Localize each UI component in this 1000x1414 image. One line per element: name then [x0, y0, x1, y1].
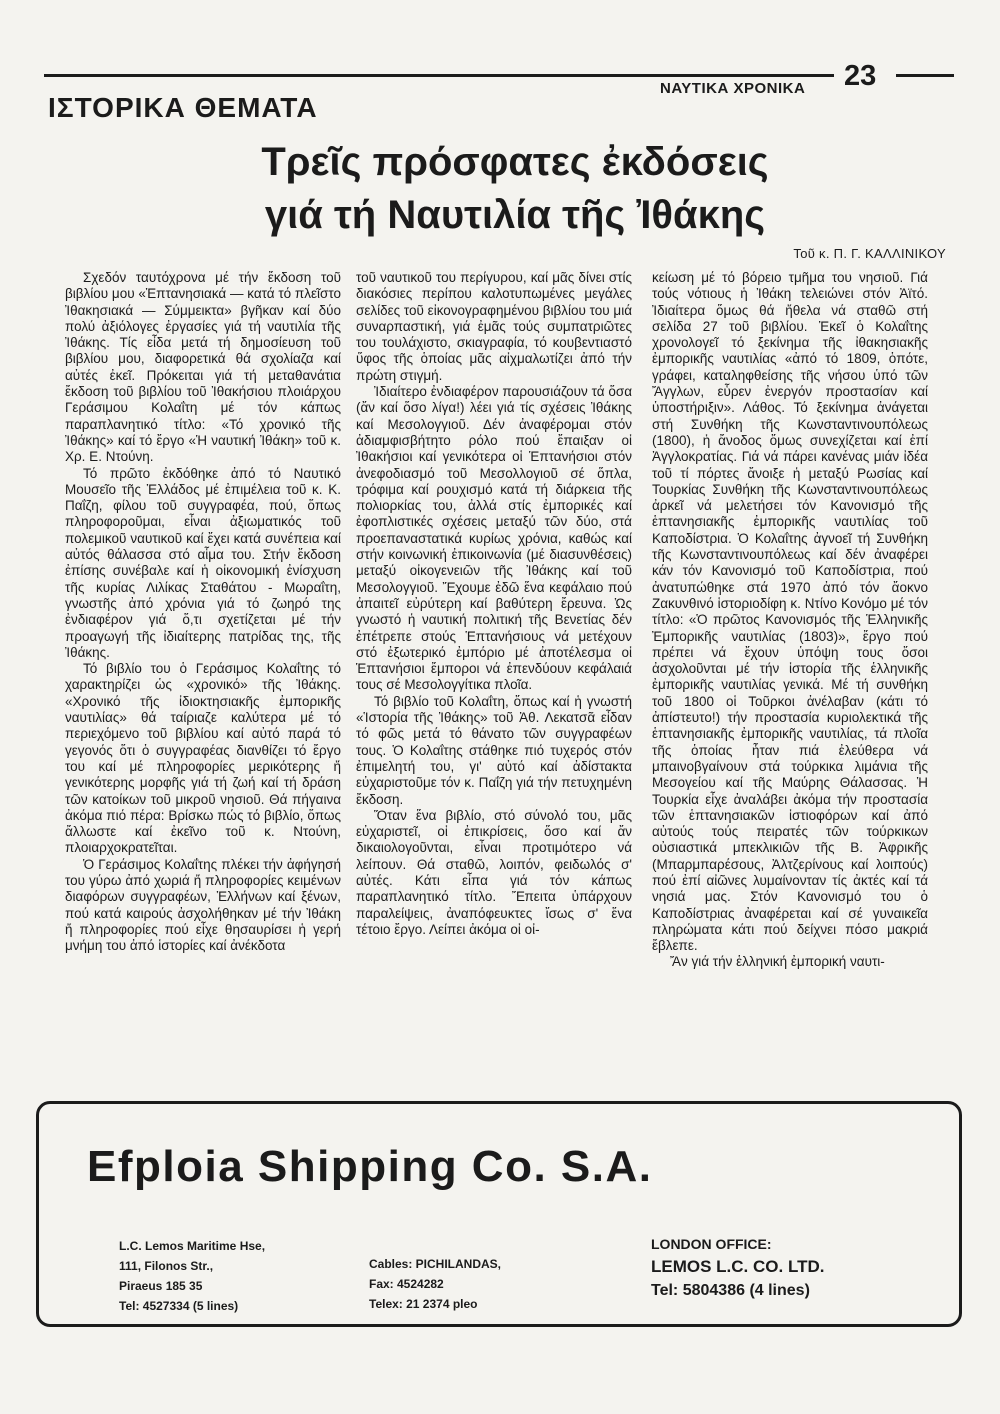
paragraph: Σχεδόν ταυτόχρονα μέ τήν ἔκδοση τοῦ βιβλίου μου «Ἑπτανησιακά — κατά τό πλεῖστο Ἰθακησιακά — Σύμμεικτα» βγῆκαν καί δύο πολύ ἀξιόλογες ἐργασίες γιά τή ναυτιλία τῆς Ἰθάκης. Τίς εἶδα μετά τή δημοσίευση τοῦ βιβλίου μου, διαφορετικά θά σχολίαζα καί αὐτές ἐκεῖ. Πρόκειται γιά τή μεταθανάτια ἔκδοση τοῦ βιβλίου τοῦ Ἰθακήσιου πλοιάρχου Γεράσιμου Κολαΐτη μέ τόν κάπως παραπλανητικό τίτλο: «Τό χρονικό τῆς Ἰθάκης» καί τό ἔργο «Ἡ ναυτική Ἰθάκη» τοῦ κ. Χρ. Ε. Ντούνη.	[65, 270, 341, 465]
article-column-1	[65, 270, 341, 954]
header-rule-right	[896, 74, 954, 77]
paragraph: Τό πρῶτο ἐκδόθηκε ἀπό τό Ναυτικό Μουσεῖο τῆς Ἑλλάδος μέ ἐπιμέλεια τοῦ κ. Κ. Παΐζη, φίλου τοῦ συγγραφέα, πού, ὅπως πληροφοροῦμαι, εἶναι ἀξιωματικός τοῦ πολεμικοῦ ναυτικοῦ καί ἔχει κατά συνέπεια καί αὐτός θάλασσα στό αἷμα του. Στήν ἔκδοση ἐπίσης συνέβαλε καί ἡ οἰκονομική ἐνίσχυση τῆς κυρίας Λιλίκας Σταθάτου - Μωραΐτη, γνωστῆς ἀπό χρόνια γιά τό ζωηρό της ἐνδιαφέρον γιά ὅ,τι σχετίζεται μέ τήν προαγωγή τῆς ἰδιαίτερης πατρίδας της, τῆς Ἰθάκης.	[65, 465, 341, 660]
ad-address-line: 111, Filonos Str.,	[119, 1259, 214, 1273]
ad-contact-block	[369, 1254, 501, 1314]
magazine-name: ΝΑΥΤΙΚΑ ΧΡΟΝΙΚΑ	[660, 80, 806, 97]
ad-london-phone: Tel: 5804386 (4 lines)	[651, 1282, 810, 1299]
ad-contact-line: Telex: 21 2374 pleo	[369, 1297, 478, 1311]
ad-london-name: LEMOS L.C. CO. LTD.	[651, 1257, 825, 1276]
paragraph: Τό βιβλίο του ὁ Γεράσιμος Κολαΐτης τό χαρακτηρίζει ὡς «χρονικό» τῆς Ἰθάκης. «Χρονικό τῆς ἰδιοκτησιακῆς ἐμπορικῆς ναυτιλίας» θά ταίριαζε καλύτερα μέ τό περιεχόμενο τοῦ βιβλίου καί αὐτό παρά τό γεγονός ὅτι ὁ συγγραφέας διανθίζει τό ἔργο του καί μέ πληροφορίες μερικότερης ἤ γενικότερης μορφῆς γιά τή ζωή καί τή δράση τῶν κατοίκων τοῦ μικροῦ νησιοῦ. Θά πήγαινα ἀκόμα πιό πέρα: Βρίσκω πώς τό βιβλίο, ὅπως ἄλλωστε καί ἐκεῖνο τοῦ κ. Ντούνη, πλοιαρχοκρατεῖται.	[65, 661, 341, 856]
article-column-3	[652, 270, 928, 971]
section-title: ΙΣΤΟΡΙΚΑ ΘΕΜΑΤΑ	[48, 92, 318, 123]
article-title-line-2: γιά τή Ναυτιλία τῆς Ἰθάκης	[264, 193, 766, 237]
article-byline: Τοῦ κ. Π. Γ. ΚΑΛΛΙΝΙΚΟΥ	[793, 246, 946, 261]
ad-address-block	[119, 1236, 265, 1316]
paragraph: τοῦ ναυτικοῦ του περίγυρου, καί μᾶς δίνει στίς διακόσιες περίπου καλοτυπωμένες μεγάλες σελίδες τοῦ εἰκονογραφημένου βιβλίου του μιά συναρπαστική, γιά ἐμᾶς τούς συμπατριῶτες του τουλάχιστο, σκιαγραφία, τό κουβεντιαστό ὕφος τῆς ὁποίας μᾶς αἰχμαλωτίζει ἀπό τήν πρώτη στιγμή.	[356, 270, 633, 383]
ad-london-title: LONDON OFFICE:	[651, 1236, 772, 1252]
ad-contact-line: Fax: 4524282	[369, 1277, 444, 1291]
paragraph: Ὅταν ἕνα βιβλίο, στό σύνολό του, μᾶς εὐχαριστεῖ, οἱ ἐπικρίσεις, ὅσο καί ἄν δικαιολογοῦνται, εἶναι προτιμότερο νά λείπουν. Θά σταθῶ, λοιπόν, φειδωλός σ' αὐτές. Κάτι εἶπα γιά τόν κάπως παραπλανητικό τίτλο. Ἔπειτα ὑπάρχουν παραλείψεις, ἀναπόφευκτες ἴσως σ' ἕνα τέτοιο ἔργο. Λείπει ἀκόμα οἱ οἰ-	[356, 807, 632, 937]
ad-company-name: Efploia Shipping Co. S.A.	[87, 1142, 653, 1191]
article-column-2	[356, 270, 632, 938]
paragraph: Τό βιβλίο τοῦ Κολαΐτη, ὅπως καί ἡ γνωστή «Ἱστορία τῆς Ἰθάκης» τοῦ Ἀθ. Λεκατσᾶ εἶδαν τό φῶς μετά τό θάνατο τῶν συγγραφέων τους. Ὁ Κολαΐτης στάθηκε πιό τυχερός στόν ἐπιμελητή του, γι' αὐτό καί ἀδίστακτα εὐχαριστοῦμε τόν κ. Παΐζη γιά τήν πετυχημένη ἔκδοση.	[356, 693, 632, 807]
paragraph: Ἰδιαίτερο ἐνδιαφέρον παρουσιάζουν τά ὅσα (ἄν καί ὅσο λίγα!) λέει γιά τίς σχέσεις Ἰθάκης καί Μεσολογγιοῦ. Δέν ἀναφέρομαι στόν ἀδιαμφισβήτητο ρόλο πού ἔπαιξαν οἱ Ἰθακήσιοι καί γενικότερα οἱ Ἑπτανήσιοι στόν ἀνεφοδιασμό τοῦ Μεσολλογιοῦ σέ ὅπλα, τρόφιμα καί ρουχισμό κατά τή διάρκεια τῆς πολιορκίας του, ἀλλά στίς ἐμπορικές καί ἐφοπλιστικές σχέσεις μεταξύ τῶν δύο, στά προεπαναστατικά κυρίως χρόνια, καθώς καί στήν κοινωνική ἐπικοινωνία (μέ διασυνθέσεις) μεταξύ οἰκογενειῶν τῆς Ἰθάκης καί τοῦ Μεσολογγιοῦ. Ἔχουμε ἐδῶ ἕνα κεφάλαιο πού ἀπαιτεῖ εὐρύτερη καί βαθύτερη ἔρευνα. Ὡς γνωστό ἡ ναυτική πολιτική τῆς Βενετίας δέν ἐπέτρεπε στούς Ἑπτανήσιους νά μετέχουν στό ἐξωτερικό ἐμπόριο μέ ἀποτέλεσμα οἱ Ἑπτανήσιοι ἔμποροι νά ἐπενδύουν κεφάλαιά τους σέ Μεσολογγίτικα πλοῖα.	[356, 384, 632, 693]
ad-address-line: L.C. Lemos Maritime Hse,	[119, 1239, 266, 1253]
ad-london-office	[651, 1234, 824, 1304]
ad-contact-line: Cables: PICHILANDAS,	[369, 1257, 502, 1271]
header-rule-left	[44, 74, 834, 77]
paragraph: Ὁ Γεράσιμος Κολαΐτης πλέκει τήν ἀφήγησή του γύρω ἀπό χωριά ἤ πληροφορίες κειμένων διαφόρων συγγραφέων, Ἑλλήνων καί ξένων, πού κατά καιρούς ἀσχολήθηκαν μέ τήν Ἰθάκη ἤ πληροφορίες πού εἶχε θησαυρίσει ἡ γερή μνήμη του ἀπό ἱστορίες καί ἀνέκδοτα	[65, 856, 341, 954]
ad-address-line: Piraeus 185 35	[119, 1279, 203, 1293]
paragraph: κείωση μέ τό βόρειο τμῆμα του νησιοῦ. Γιά τούς νότιους ἡ Ἰθάκη τελειώνει στόν Ἀϊτό. Ἰδιαίτερα ὅμως θά ἤθελα νά σταθῶ στή σελίδα 27 τοῦ βιβλίου. Ἐκεῖ ὁ Κολαΐτης χρονολογεῖ τό ξεκίνημα τῆς ἰθακησιακῆς ἐμπορικῆς ναυτιλίας «ἀπό τό 1809, ὁπότε, γράφει, καταληφθείσης τῆς νήσου ὑπό τῶν Ἄγγλων, εὗρεν ἐνεργόν προστασίαν καί ὑποστήριξιν». Λάθος. Τό ξεκίνημα ἀνάγεται στή Συνθήκη τῆς Κωνσταντινουπόλεως (1800), ἡ ἄνοδος ὅμως συνεχίζεται καί ἐπί Ἀγγλοκρατίας. Γιά νά πάρει κανένας μιάν ἰδέα τοῦ τί πόρτες ἄνοιξε ἡ μεταξύ Ρωσίας καί Τουρκίας Συνθήκη τῆς Κωνσταντινουπόλεως ἀρκεῖ νά μελετήσει τόν Κανονισμό τῆς ἑπτανησιακῆς ἐμπορικῆς ναυτιλίας τοῦ Καποδίστρια. Ὁ Κολαΐτης ἀγνοεῖ τή Συνθήκη τῆς Κωνσταντινουπόλεως καί δέν ἀναφέρει κάν τόν Κανονισμό τοῦ Καποδίστρια, πού ἀνατυπώθηκε στά 1970 ἀπό τόν ἄοκνο Ζακυνθινό ἱστοριοδίφη κ. Ντίνο Κονόμο μέ τόν τίτλο: «Ὁ πρῶτος Κανονισμός τῆς Ἑλληνικῆς Ἐμπορικῆς ναυτιλίας (1803)», ἔργο πού πρέπει νά ἔχουν ὑπόψη τους ὅσοι ἀσχολοῦνται μέ τήν ἱστορία τῆς ἑλληνικῆς ἐμπορικῆς ναυτιλίας γενικά. Μέ τή συνθήκη τοῦ 1800 οἱ Τοῦρκοι ἀνέλαβαν (κάτι τό ἀπίστευτο!) τήν προστασία κυριολεκτικά τῆς ἑπτανησιακῆς ἐμπορικῆς ναυτιλίας, τά πλοῖα τῆς ὁποίας ἦταν πιά ἐλεύθερα νά μπαινοβγαίνουν στά τούρκικα λιμάνια τῆς Μεσογείου καί τῆς Μαύρης Θάλασσας. Ἡ Τουρκία εἶχε ἀναλάβει ἀκόμα τήν προστασία τῶν ἑπτανησιακῶν ἱστιοφόρων καί ἀπό αὐτούς τούς πειρατές τῶν τούρκικων οὐσιαστικά μπεκλικιῶν τῆς Β. Ἀφρικῆς (Μπαρμπαρέσους, Ἀλτζερίνους καί λοιπούς) πού ἐπί αἰῶνες λυμαίνονταν τίς ἀκτές καί τά νησιά μας. Στόν Κανονισμό του ὁ Καποδίστριας ἀναφέρεται καί σέ γυναικεῖα πληρώματα κάτι πού δείχνει πόσο μακριά ἔβλεπε.	[652, 270, 928, 954]
ad-address-line: Tel: 4527334 (5 lines)	[119, 1299, 239, 1313]
paragraph: Ἄν γιά τήν ἑλληνική ἐμπορική ναυτι-	[670, 954, 885, 970]
page-number: 23	[844, 60, 877, 92]
advertisement-box	[36, 1101, 962, 1327]
article-title-line-1: Τρεῖς πρόσφατες ἐκδόσεις	[261, 140, 769, 184]
